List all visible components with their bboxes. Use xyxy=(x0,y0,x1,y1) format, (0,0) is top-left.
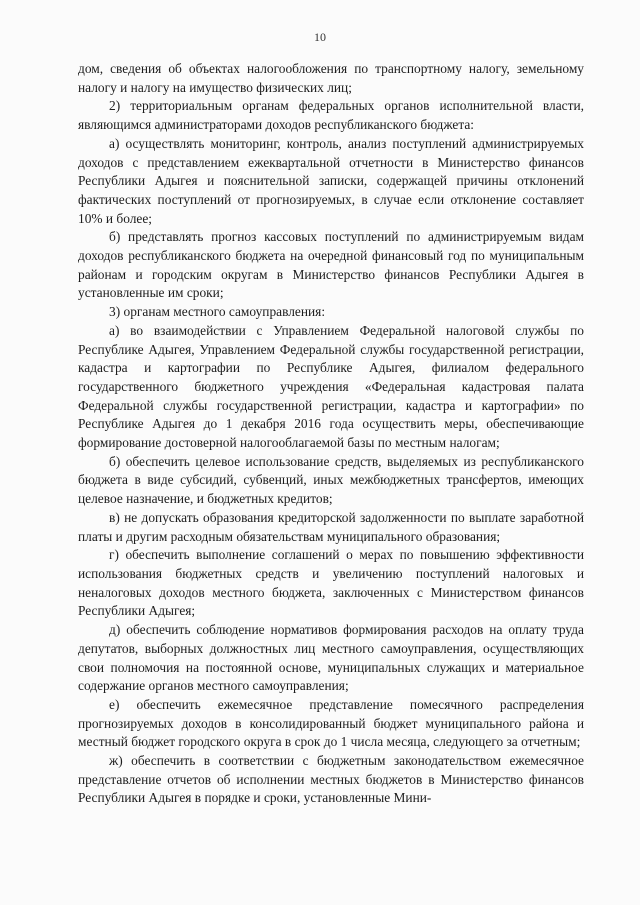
paragraph: а) во взаимодействии с Управлением Федеральной налоговой службы по Республике Адыгея, Управлением Федеральной службы государственной регистрации, кадастра и картографии по Республике Адыгея, филиалом федерального государственного бюджетного учреждения «Федеральная кадастровая палата Федеральной службы государственной регистрации, кадастра и картографии» по Республике Адыгея до 1 декабря 2016 года осуществить меры, обеспечивающие формирование достоверной налогооблагаемой базы по местным налогам; xyxy=(78,322,584,451)
page-number: 10 xyxy=(314,30,326,44)
paragraph: а) осуществлять мониторинг, контроль, анализ поступлений администрируемых доходов с представлением ежеквартальной отчетности в Министерство финансов Республики Адыгея и пояснительной записки, содержащей причины отклонений фактических поступлений от прогнозируемых, в случае если отклонение составляет 10% и более; xyxy=(78,135,584,226)
paragraph: 2) территориальным органам федеральных органов исполнительной власти, являющимся администраторами доходов республиканского бюджета: xyxy=(78,98,584,133)
document-body xyxy=(78,60,584,808)
paragraph: б) представлять прогноз кассовых поступлений по администрируемым видам доходов республиканского бюджета на очередной финансовый год по муниципальным районам и городским округам в Министерство финансов Республики Адыгея в установленные им сроки; xyxy=(78,229,584,301)
paragraph: г) обеспечить выполнение соглашений о мерах по повышению эффективности использования бюджетных средств и увеличению поступлений налоговых и неналоговых доходов местного бюджета, заключенных с Министерством финансов Республики Адыгея; xyxy=(78,547,584,619)
paragraph: е) обеспечить ежемесячное представление помесячного распределения прогнозируемых доходов в консолидированный бюджет муниципального района и местный бюджет городского округа в срок до 1 числа месяца, следующего за отчетным; xyxy=(78,696,584,750)
paragraph: дом, сведения об объектах налогообложения по транспортному налогу, земельному налогу и налогу на имущество физических лиц; xyxy=(78,61,584,95)
paragraph: ж) обеспечить в соответствии с бюджетным законодательством ежемесячное представление отчетов об исполнении местных бюджетов в Министерство финансов Республики Адыгея в порядке и сроки, установленные Мини- xyxy=(78,753,584,806)
paragraph: д) обеспечить соблюдение нормативов формирования расходов на оплату труда депутатов, выборных должностных лиц местного самоуправления, осуществляющих свои полномочия на постоянной основе, муниципальных служащих и материальное содержание органов местного самоуправления; xyxy=(78,622,584,694)
paragraph: 3) органам местного самоуправления: xyxy=(109,304,326,320)
paragraph: б) обеспечить целевое использование средств, выделяемых из республиканского бюджета в виде субсидий, субвенций, иных межбюджетных трансфертов, имеющих целевое назначение, и бюджетных кредитов; xyxy=(78,453,584,507)
paragraph: в) не допускать образования кредиторской задолженности по выплате заработной платы и другим расходным обязательствам муниципального образования; xyxy=(78,509,584,544)
